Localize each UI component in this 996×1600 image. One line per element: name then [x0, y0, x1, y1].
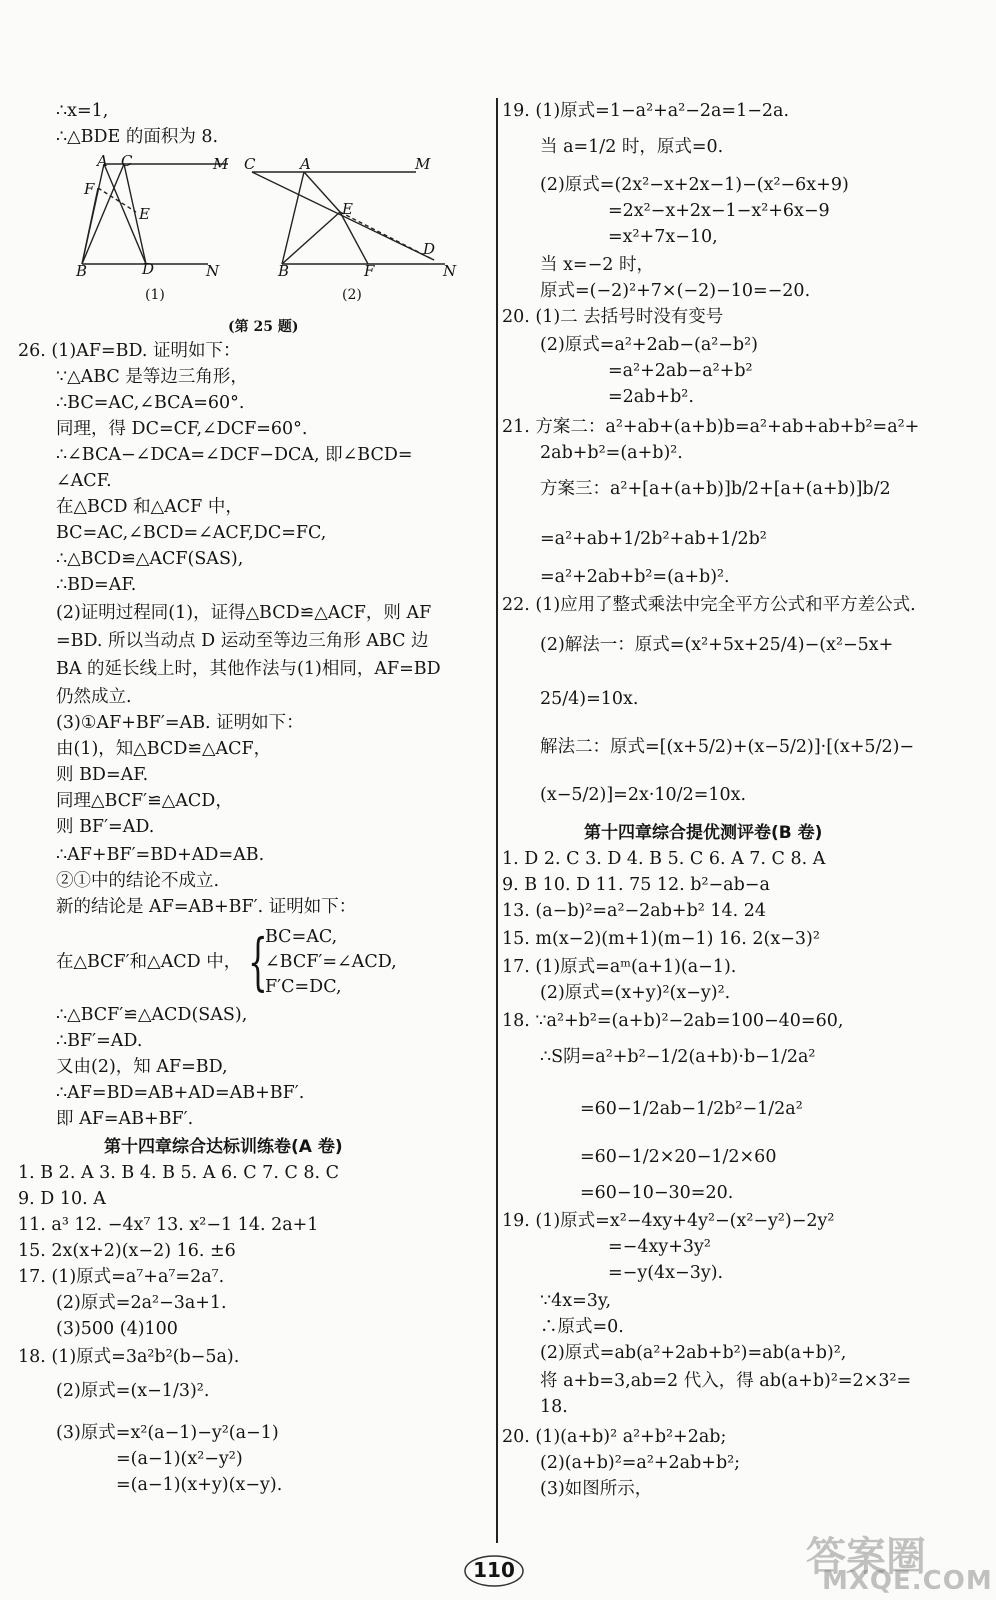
- text-line: 19. (1)原式=x²−4xy+4y²−(x²−y²)−2y²: [502, 1211, 835, 1231]
- fig2-label-D: D: [423, 240, 436, 258]
- text-line: 仍然成立.: [56, 687, 132, 707]
- text-line: 25/4)=10x.: [540, 689, 639, 709]
- text-line: 22. (1)应用了整式乘法中完全平方公式和平方差公式.: [502, 595, 916, 615]
- fig2-label-B: B: [278, 262, 290, 280]
- text-line: 则 BD=AF.: [56, 765, 149, 785]
- text-line: 则 BF′=AD.: [56, 817, 155, 837]
- fig1-label-A: A: [97, 152, 108, 170]
- text-line: =60−1/2×20−1/2×60: [580, 1147, 777, 1167]
- text-line: 在△BCD 和△ACF 中，: [56, 497, 243, 517]
- text-line: 1. D 2. C 3. D 4. B 5. C 6. A 7. C 8. A: [502, 849, 826, 869]
- brace: {: [248, 925, 268, 998]
- text-line: 18. (1)原式=3a²b²(b−5a).: [18, 1347, 240, 1367]
- figure-caption: (第 25 题): [228, 319, 299, 335]
- text-line: 由(1)，知△BCD≌△ACF，: [56, 739, 272, 759]
- text-line: 9. B 10. D 11. 75 12. b²−ab−a: [502, 875, 770, 895]
- text-line: 原式=(−2)²+7×(−2)−10=−20.: [540, 281, 811, 301]
- text-line: ∴AF+BF′=BD+AD=AB.: [56, 845, 265, 865]
- fig2-label-F: F: [364, 262, 375, 280]
- text-line: (x−5/2)]=2x·10/2=10x.: [540, 785, 747, 805]
- text-line: =−y(4x−3y).: [608, 1263, 724, 1283]
- text-line: 方案三：a²+[a+(a+b)]b/2+[a+(a+b)]b/2: [540, 479, 891, 499]
- watermark-url: MXQE.COM: [822, 1566, 993, 1596]
- figure-sub1-caption: (1): [145, 287, 165, 303]
- fig2-label-N: N: [443, 262, 457, 280]
- text-line: 2ab+b²=(a+b)².: [540, 443, 683, 463]
- text-line: 15. m(x−2)(m+1)(m−1) 16. 2(x−3)²: [502, 929, 820, 949]
- text-line: (3)原式=x²(a−1)−y²(a−1): [56, 1423, 279, 1443]
- text-line: =(a−1)(x²−y²): [116, 1449, 243, 1469]
- text-line: =60−1/2ab−1/2b²−1/2a²: [580, 1099, 803, 1119]
- fig1-label-F: F: [84, 180, 95, 198]
- text-line: (2)证明过程同(1)，证得△BCD≌△ACF，则 AF: [56, 603, 432, 623]
- text-line: (2)(a+b)²=a²+2ab+b²;: [540, 1453, 741, 1473]
- text-line: =(a−1)(x+y)(x−y).: [116, 1475, 283, 1495]
- text-line: (3)500 (4)100: [56, 1319, 178, 1339]
- text-line: ∴∠BCA−∠DCA=∠DCF−DCA, 即∠BCD=: [56, 445, 413, 465]
- text-line: (2)原式=a²+2ab−(a²−b²): [540, 335, 758, 355]
- text-line: =60−10−30=20.: [580, 1183, 734, 1203]
- text-line: ∴S阴=a²+b²−1/2(a+b)·b−1/2a²: [540, 1047, 816, 1067]
- text-line: ∠ACF.: [56, 471, 112, 491]
- text-line: 20. (1)二 去括号时没有变号: [502, 307, 724, 327]
- text-line: 17. (1)原式=aᵐ(a+1)(a−1).: [502, 957, 737, 977]
- text-line: ②①中的结论不成立.: [56, 871, 220, 891]
- watermark-logo: 答案圈: [806, 1534, 926, 1580]
- text-line: =BD. 所以当动点 D 运动至等边三角形 ABC 边: [56, 631, 429, 651]
- text-line: ∴BC=AC,∠BCA=60°.: [56, 393, 245, 413]
- text-line: ∴BD=AF.: [56, 575, 137, 595]
- page-number: [463, 1554, 525, 1588]
- fig1-label-C: C: [121, 152, 133, 170]
- fig1-label-M: M: [213, 155, 229, 173]
- text-line: =x²+7x−10,: [608, 227, 718, 247]
- text-line: =a²+ab+1/2b²+ab+1/2b²: [540, 529, 767, 549]
- text-line: 9. D 10. A: [18, 1189, 106, 1209]
- text-line: =−4xy+3y²: [608, 1237, 711, 1257]
- text-line: ∴原式=0.: [540, 1317, 624, 1337]
- section-heading-a: 第十四章综合达标训练卷(A 卷): [104, 1137, 343, 1157]
- text-line: 11. a³ 12. −4x⁷ 13. x²−1 14. 2a+1: [18, 1215, 319, 1235]
- text-line: 即 AF=AB+BF′.: [56, 1109, 194, 1129]
- fig1-label-E: E: [139, 205, 150, 223]
- text-line: 18. ∵a²+b²=(a+b)²−2ab=100−40=60,: [502, 1011, 844, 1031]
- text-line: (2)原式=2a²−3a+1.: [56, 1293, 227, 1313]
- text-line: 在△BCF′和△ACD 中，: [56, 952, 242, 972]
- text-line: (2)原式=(x+y)²(x−y)².: [540, 983, 731, 1003]
- text-line: 解法二：原式=[(x+5/2)+(x−5/2)]·[(x+5/2)−: [540, 737, 915, 757]
- column-divider: [496, 98, 498, 1543]
- text-line: F′C=DC,: [265, 977, 342, 997]
- text-line: ∵4x=3y,: [540, 1291, 612, 1311]
- text-line: (2)解法一：原式=(x²+5x+25/4)−(x²−5x+: [540, 635, 894, 655]
- text-line: 当 a=1/2 时，原式=0.: [540, 137, 724, 157]
- text-line: BA 的延长线上时，其他作法与(1)相同，AF=BD: [56, 659, 441, 679]
- fig1-label-B: B: [76, 262, 88, 280]
- fig2-label-C: C: [244, 155, 256, 173]
- text-line: (3)①AF+BF′=AB. 证明如下：: [56, 713, 304, 733]
- text-line: =2x²−x+2x−1−x²+6x−9: [608, 201, 830, 221]
- text-line: (2)原式=(x−1/3)².: [56, 1381, 210, 1401]
- text-line: 15. 2x(x+2)(x−2) 16. ±6: [18, 1241, 236, 1261]
- text-line: 当 x=−2 时，: [540, 255, 654, 275]
- text-line: ∴x=1,: [56, 101, 109, 121]
- text-line: ∴△BCD≌△ACF(SAS),: [56, 549, 244, 569]
- text-line: (2)原式=(2x²−x+2x−1)−(x²−6x+9): [540, 175, 849, 195]
- page-number-text: 110: [473, 1558, 515, 1582]
- text-line: (3)如图所示，: [540, 1479, 653, 1499]
- section-heading-b: 第十四章综合提优测评卷(B 卷): [584, 823, 823, 843]
- text-line: =a²+2ab−a²+b²: [608, 361, 753, 381]
- text-line: ∴AF=BD=AB+AD=AB+BF′.: [56, 1083, 305, 1103]
- text-line: ∴BF′=AD.: [56, 1031, 143, 1051]
- text-line: ∴△BDE 的面积为 8.: [56, 127, 219, 147]
- text-line: ∴△BCF′≌△ACD(SAS),: [56, 1005, 248, 1025]
- text-line: 19. (1)原式=1−a²+a²−2a=1−2a.: [502, 101, 790, 121]
- fig1-label-N: N: [206, 262, 220, 280]
- text-line: ∵△ABC 是等边三角形，: [56, 367, 248, 387]
- fig2-label-A: A: [300, 155, 311, 173]
- text-line: 17. (1)原式=a⁷+a⁷=2a⁷.: [18, 1267, 225, 1287]
- fig2-label-E: E: [342, 200, 353, 218]
- text-line: BC=AC,∠BCD=∠ACF,DC=FC,: [56, 523, 327, 543]
- figure-sub2-caption: (2): [342, 287, 362, 303]
- text-line: 20. (1)(a+b)² a²+b²+2ab;: [502, 1427, 727, 1447]
- text-line: 又由(2)，知 AF=BD,: [56, 1057, 228, 1077]
- text-line: 13. (a−b)²=a²−2ab+b² 14. 24: [502, 901, 767, 921]
- text-line: (2)原式=ab(a²+2ab+b²)=ab(a+b)²,: [540, 1343, 847, 1363]
- text-line: 1. B 2. A 3. B 4. B 5. A 6. C 7. C 8. C: [18, 1163, 340, 1183]
- fig1-label-D: D: [142, 260, 155, 278]
- fig2-label-M: M: [415, 155, 431, 173]
- text-line: =a²+2ab+b²=(a+b)².: [540, 567, 730, 587]
- text-line: ∠BCF′=∠ACD,: [265, 952, 397, 972]
- text-line: 将 a+b=3,ab=2 代入，得 ab(a+b)²=2×3²=: [540, 1371, 912, 1391]
- text-line: 26. (1)AF=BD. 证明如下：: [18, 341, 241, 361]
- text-line: =2ab+b².: [608, 387, 694, 407]
- text-line: 18.: [540, 1397, 568, 1417]
- text-line: BC=AC,: [265, 927, 338, 947]
- text-line: 同理△BCF′≌△ACD，: [56, 791, 233, 811]
- text-line: 21. 方案二：a²+ab+(a+b)b=a²+ab+ab+b²=a²+: [502, 417, 920, 437]
- text-line: 新的结论是 AF=AB+BF′. 证明如下：: [56, 897, 357, 917]
- text-line: 同理，得 DC=CF,∠DCF=60°.: [56, 419, 308, 439]
